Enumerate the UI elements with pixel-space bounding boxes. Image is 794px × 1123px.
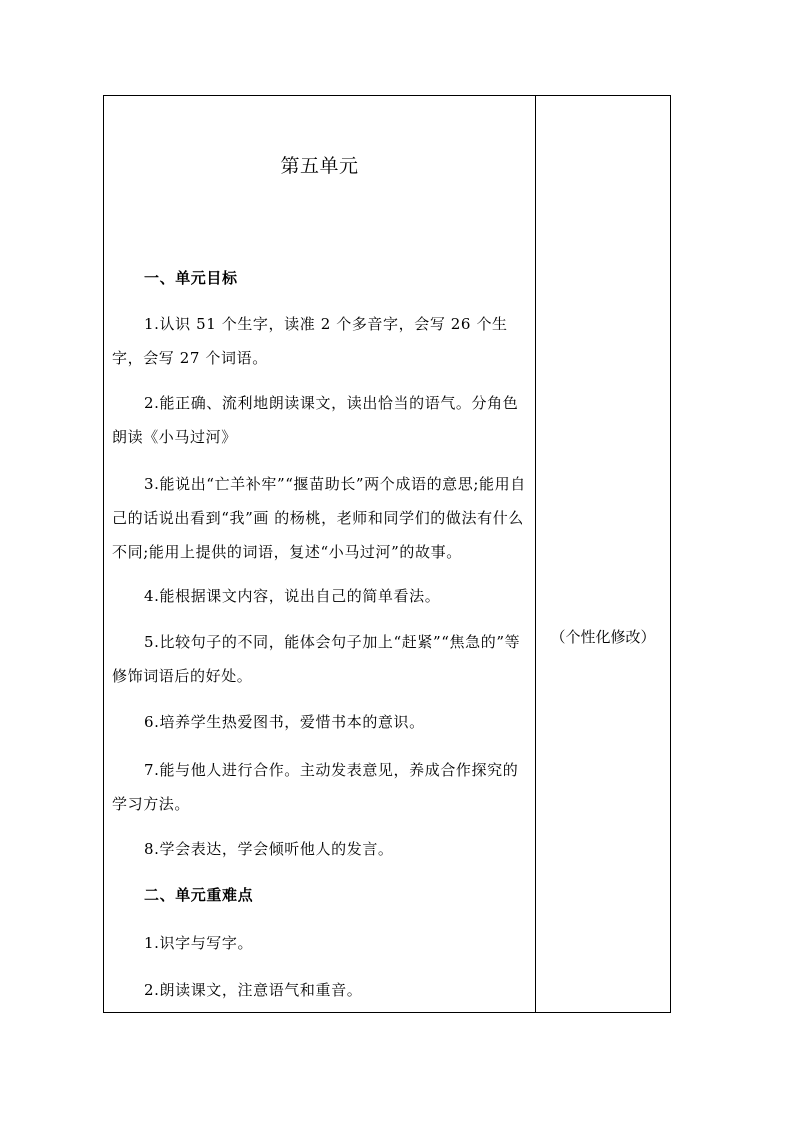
- goal-item: 1.认识 51 个生字，读准 2 个多音字，会写 26 个生字，会写 27 个词语。: [112, 315, 508, 367]
- goal-item: 3.能说出“亡羊补牢”“揠苗助长”两个成语的意思;能用自己的话说出看到“我”画 的杨桃，老师和同学们的做法有什么不同;能用上提供的词语，复述“小马过河”的故事。: [112, 475, 526, 561]
- goal-item: 7.能与他人进行合作。主动发表意见，养成合作探究的学习方法。: [112, 761, 519, 813]
- notes-column: [536, 96, 670, 1012]
- goal-item: 5.比较句子的不同，能体会句子加上“赶紧”“焦急的”等修饰词语后的好处。: [112, 633, 521, 685]
- goal-item: 2.能正确、流利地朗读课文，读出恰当的语气。分角色朗读《小马过河》: [112, 394, 519, 446]
- unit-title: 第五单元: [280, 155, 359, 177]
- key-point-item: 1.识字与写字。: [144, 934, 254, 952]
- content-column: [104, 96, 535, 1012]
- section-heading-key-points: 二、单元重难点: [144, 886, 254, 904]
- lesson-plan-table: [103, 95, 671, 1013]
- goal-item: 4.能根据课文内容，说出自己的简单看法。: [144, 587, 441, 605]
- goal-item: 6.培养学生热爱图书，爱惜书本的意识。: [144, 713, 425, 731]
- key-point-item: 2.朗读课文，注意语气和重音。: [144, 981, 363, 999]
- goal-item: 8.学会表达，学会倾听他人的发言。: [144, 840, 394, 858]
- personalized-edit-note: （个性化修改）: [550, 628, 656, 646]
- section-heading-goals: 一、单元目标: [144, 269, 238, 287]
